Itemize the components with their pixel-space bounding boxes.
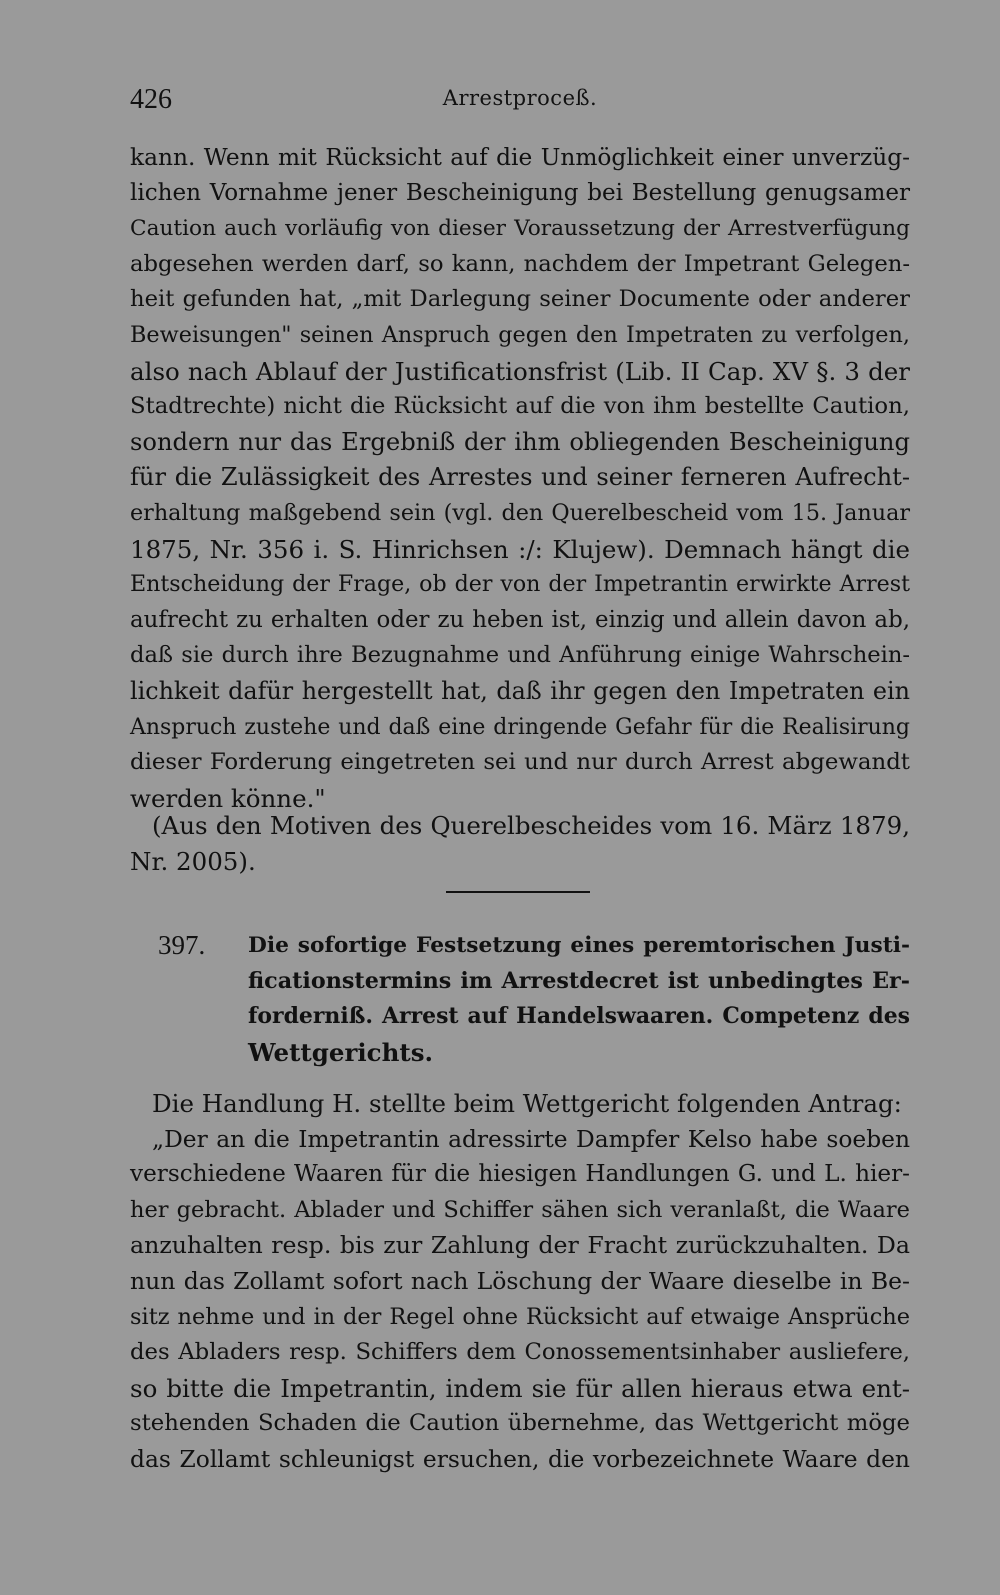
section-title <box>248 928 910 1070</box>
text-line: anzuhalten resp. bis zur Zahlung der Fracht zurückzuhalten. Da <box>130 1231 910 1260</box>
text-line: kann. Wenn mit Rücksicht auf die Unmöglichkeit einer unverzüg- <box>130 144 910 171</box>
quote-source <box>130 808 910 879</box>
section-title-line: ficationstermins im Arrestdecret ist unbedingtes Er- <box>248 967 910 994</box>
text-line: „Der an die Impetrantin adressirte Dampfer Kelso habe soeben <box>152 1124 910 1153</box>
page-header <box>130 84 910 124</box>
section-title-line: Wettgerichts. <box>248 1037 434 1067</box>
text-line: Stadtrechte) nicht die Rücksicht auf die von ihm bestellte Caution, <box>130 393 910 420</box>
text-line: dieser Forderung eingetreten sei und nur durch Arrest abgewandt <box>130 749 910 776</box>
text-line: erhaltung maßgebend sein (vgl. den Querelbescheid vom 15. Januar <box>130 499 910 526</box>
section-divider <box>446 891 590 893</box>
text-line: lichen Vornahme jener Bescheinigung bei Bestellung genugsamer <box>130 179 910 206</box>
text-line: Nr. 2005). <box>130 846 256 876</box>
text-line: (Aus den Motiven des Querelbescheides vom 16. März 1879, <box>152 811 910 840</box>
text-line: Caution auch vorläufig von dieser Voraussetzung der Arrestverfügung <box>130 216 910 242</box>
text-line: stehenden Schaden die Caution übernehme, das Wettgericht möge <box>130 1410 910 1437</box>
text-line: Die Handlung H. stellte beim Wettgericht folgenden Antrag: <box>152 1089 902 1118</box>
text-line: 1875, Nr. 356 i. S. Hinrichsen :/: Klujew). Demnach hängt die <box>130 534 910 564</box>
text-line: sitz nehme und in der Regel ohne Rücksicht auf etwaige Ansprüche <box>130 1303 910 1330</box>
text-line: für die Zulässigkeit des Arrestes und seiner ferneren Aufrecht- <box>130 463 910 492</box>
section-number: 397. <box>158 930 206 960</box>
running-head: Arrestproceß. <box>442 86 598 110</box>
text-line: sondern nur das Ergebniß der ihm obliegenden Bescheinigung <box>130 427 910 456</box>
text-line: Anspruch zustehe und daß eine dringende Gefahr für die Realisirung <box>130 714 910 740</box>
text-line: des Abladers resp. Schiffers dem Conossementsinhaber ausliefere, <box>130 1339 910 1366</box>
paragraph-quoted-decision <box>130 140 910 816</box>
text-line: abgesehen werden darf, so kann, nachdem der Impetrant Gelegen- <box>130 250 910 277</box>
text-line: das Zollamt schleunigst ersuchen, die vorbezeichnete Waare den <box>130 1444 910 1473</box>
text-line: so bitte die Impetrantin, indem sie für allen hieraus etwa ent- <box>130 1373 910 1403</box>
text-line: verschiedene Waaren für die hiesigen Handlungen G. und L. hier- <box>130 1161 910 1188</box>
text-line: nun das Zollamt sofort nach Löschung der Waare dieselbe in Be- <box>130 1266 910 1295</box>
text-line: werden könne." <box>130 783 326 813</box>
text-line: daß sie durch ihre Bezugnahme und Anführung einige Wahrschein- <box>130 642 910 669</box>
section-heading <box>130 928 910 1070</box>
paragraph-application <box>130 1086 910 1478</box>
text-line: Beweisungen" seinen Anspruch gegen den Impetraten zu verfolgen, <box>130 321 910 348</box>
page-number: 426 <box>130 84 172 115</box>
text-line: aufrecht zu erhalten oder zu heben ist, einzig und allein davon ab, <box>130 606 910 633</box>
text-line: lichkeit dafür hergestellt hat, daß ihr gegen den Impetraten ein <box>130 676 910 705</box>
text-line: her gebracht. Ablader und Schiffer sähen sich veranlaßt, die Waare <box>130 1196 910 1223</box>
text-line: heit gefunden hat, „mit Darlegung seiner Documente oder anderer <box>130 286 910 313</box>
section-title-line: forderniß. Arrest auf Handelswaaren. Competenz des <box>248 1003 910 1030</box>
text-line: also nach Ablauf der Justificationsfrist (Lib. II Cap. XV §. 3 der <box>130 356 910 386</box>
text-line: Entscheidung der Frage, ob der von der Impetrantin erwirkte Arrest <box>130 571 910 598</box>
section-title-line: Die sofortige Festsetzung eines peremtorischen Justi- <box>248 933 910 958</box>
